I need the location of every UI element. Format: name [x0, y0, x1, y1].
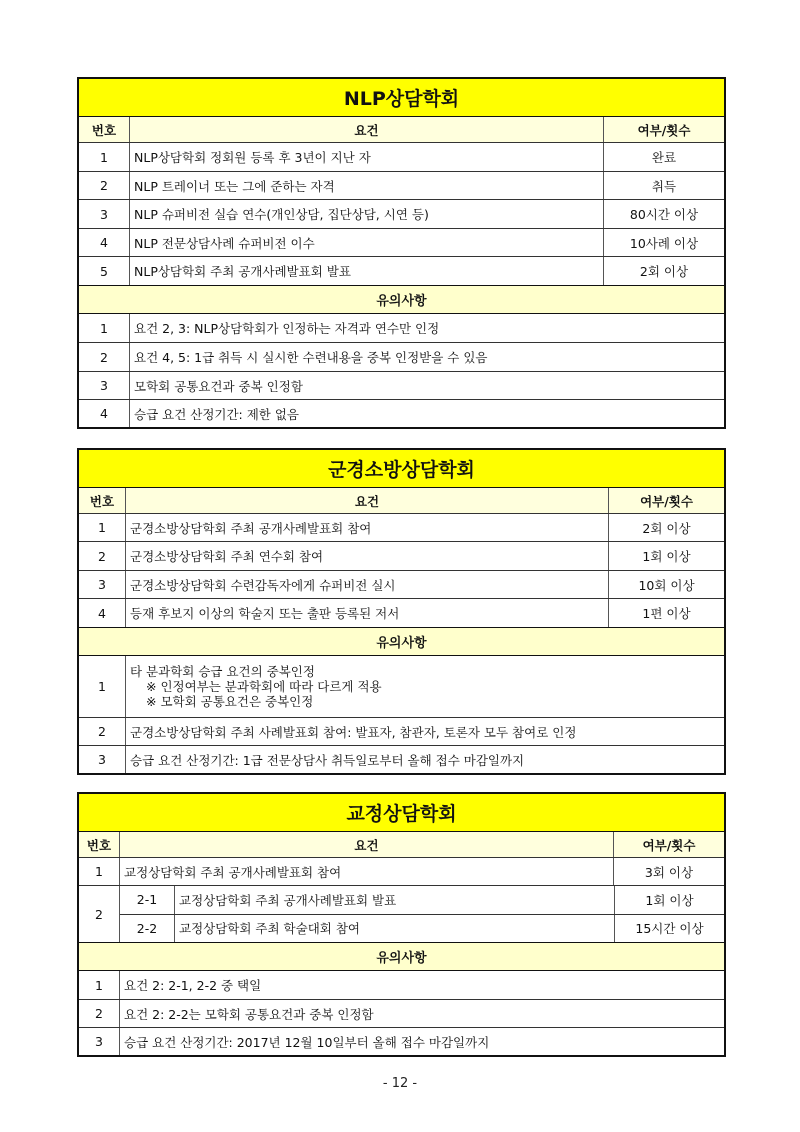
- header-no: 번호: [89, 493, 115, 509]
- header-req: 요건: [119, 832, 613, 857]
- row-req: 교정상담학회 주최 공개사례발표회 참여: [119, 858, 613, 885]
- military-police-fire-table: [77, 448, 726, 775]
- row-count: 1편 이상: [608, 599, 724, 627]
- note-row: [79, 342, 724, 371]
- row-count: 취득: [603, 172, 724, 199]
- row-no: 2: [98, 548, 106, 564]
- row-count: 완료: [603, 143, 724, 171]
- note-text: 요건 2, 3: NLP상담학회가 인정하는 자격과 연수만 인정: [129, 314, 724, 342]
- note-text: 승급 요건 산정기간: 2017년 12월 10일부터 올해 접수 마감일까지: [119, 1028, 724, 1055]
- correctional-table: [77, 792, 726, 1057]
- note-row: [79, 1027, 724, 1055]
- row-count: 1회 이상: [608, 542, 724, 570]
- nlp-table: [77, 77, 726, 429]
- table-row: [79, 857, 724, 885]
- page-number: - 12 -: [382, 1076, 418, 1091]
- row-no: 1: [98, 520, 106, 535]
- note-text: 승급 요건 산정기간: 1급 전문상담사 취득일로부터 올해 접수 마감일까지: [125, 746, 724, 773]
- row-count: 10회 이상: [608, 571, 724, 598]
- row-req: 군경소방상담학회 주최 연수회 참여: [125, 542, 608, 570]
- row-no: 3: [98, 577, 106, 592]
- note-row: [79, 745, 724, 773]
- row-req: NLP 전문상담사례 슈퍼비전 이수: [129, 229, 603, 256]
- table-row: [79, 142, 724, 171]
- header-no: 번호: [86, 837, 112, 853]
- row-no: 1: [95, 864, 103, 879]
- row-req: NLP상담학회 주최 공개사례발표회 발표: [129, 257, 603, 285]
- note-row: [79, 717, 724, 745]
- note-no: 1: [98, 679, 106, 694]
- note-text: 요건 4, 5: 1급 취득 시 실시한 수련내용을 중복 인정받을 수 있음: [129, 343, 724, 371]
- row-req: NLP 슈퍼비전 실습 연수(개인상담, 집단상담, 시연 등): [129, 200, 603, 228]
- header-row: [79, 488, 724, 513]
- table-row: [79, 199, 724, 228]
- note-text: 요건 2: 2-1, 2-2 중 택일: [119, 971, 724, 999]
- table-title: 군경소방상담학회: [79, 450, 724, 488]
- header-row: [79, 117, 724, 142]
- row-count: 2회 이상: [608, 514, 724, 541]
- header-req: 요건: [129, 117, 603, 142]
- table-row: [79, 171, 724, 199]
- row-no: 3: [100, 206, 108, 222]
- note-no: 2: [95, 1006, 103, 1021]
- note-text: 타 분과학회 승급 요건의 중복인정: [130, 664, 315, 679]
- note-no: 4: [100, 406, 108, 421]
- row-no: 4: [100, 235, 108, 250]
- note-row: [79, 371, 724, 399]
- subrow: [120, 886, 724, 914]
- row-no: 2: [95, 906, 103, 922]
- notes-header: 유의사항: [79, 627, 724, 656]
- note-row: [79, 656, 724, 717]
- note-text: 승급 요건 산정기간: 제한 없음: [129, 400, 724, 427]
- subrow-count: 1회 이상: [614, 886, 724, 914]
- row-req: NLP 트레이너 또는 그에 준하는 자격: [129, 172, 603, 199]
- note-text-multi: [125, 656, 724, 717]
- table-row: [79, 228, 724, 256]
- note-no: 2: [98, 724, 106, 739]
- note-text: 요건 2: 2-2는 모학회 공통요건과 중복 인정함: [119, 1000, 724, 1027]
- row-req: 등재 후보지 이상의 학술지 또는 출판 등록된 저서: [125, 599, 608, 627]
- row-no: 4: [98, 605, 106, 621]
- notes-header: 유의사항: [79, 942, 724, 971]
- row-count: 2회 이상: [603, 257, 724, 285]
- note-row: [79, 399, 724, 427]
- table-row: [79, 256, 724, 285]
- row-no: 2: [100, 178, 108, 193]
- subrow-req: 교정상담학회 주최 공개사례발표회 발표: [174, 886, 614, 914]
- table-row-group: [79, 885, 724, 942]
- subrow-no: 2-2: [136, 920, 158, 936]
- note-text: 군경소방상담학회 주최 사례발표회 참여: 발표자, 참관자, 토론자 모두 참여로 인정: [125, 718, 724, 745]
- note-row: [79, 971, 724, 999]
- row-count: 3회 이상: [613, 858, 724, 885]
- header-count: 여부/횟수: [608, 488, 724, 513]
- row-req: NLP상담학회 정회원 등록 후 3년이 지난 자: [129, 143, 603, 171]
- table-row: [79, 541, 724, 570]
- note-no: 2: [100, 349, 108, 365]
- note-row: [79, 999, 724, 1027]
- note-no: 1: [95, 977, 103, 993]
- row-no: 1: [100, 149, 108, 165]
- header-row: [79, 832, 724, 857]
- note-no: 3: [95, 1034, 103, 1049]
- row-req: 군경소방상담학회 주최 공개사례발표회 참여: [125, 514, 608, 541]
- subrow: [120, 914, 724, 943]
- table-row: [79, 598, 724, 627]
- header-count: 여부/횟수: [603, 117, 724, 142]
- row-count: 10사례 이상: [603, 229, 724, 256]
- note-text: 모학회 공통요건과 중복 인정함: [129, 372, 724, 399]
- note-no: 1: [100, 320, 108, 336]
- header-count: 여부/횟수: [613, 832, 724, 857]
- note-subtext: ※ 인정여부는 분과학회에 따라 다르게 적용: [146, 679, 382, 694]
- table-title: NLP상담학회: [79, 79, 724, 117]
- note-no: 3: [98, 752, 106, 767]
- subrow-count: 15시간 이상: [614, 915, 724, 943]
- row-count: 80시간 이상: [603, 200, 724, 228]
- row-req: 군경소방상담학회 수련감독자에게 슈퍼비전 실시: [125, 571, 608, 598]
- note-row: [79, 314, 724, 342]
- subrow-no: 2-1: [136, 892, 158, 908]
- row-no: 5: [100, 263, 108, 279]
- header-req: 요건: [125, 488, 608, 513]
- subrow-req: 교정상담학회 주최 학술대회 참여: [174, 915, 614, 943]
- note-no: 3: [100, 378, 108, 393]
- table-row: [79, 513, 724, 541]
- subrow-group: [119, 886, 724, 942]
- table-row: [79, 570, 724, 598]
- notes-header: 유의사항: [79, 285, 724, 314]
- note-subtext: ※ 모학회 공통요건은 중복인정: [146, 694, 314, 709]
- table-title: 교정상담학회: [79, 794, 724, 832]
- header-no: 번호: [91, 122, 117, 138]
